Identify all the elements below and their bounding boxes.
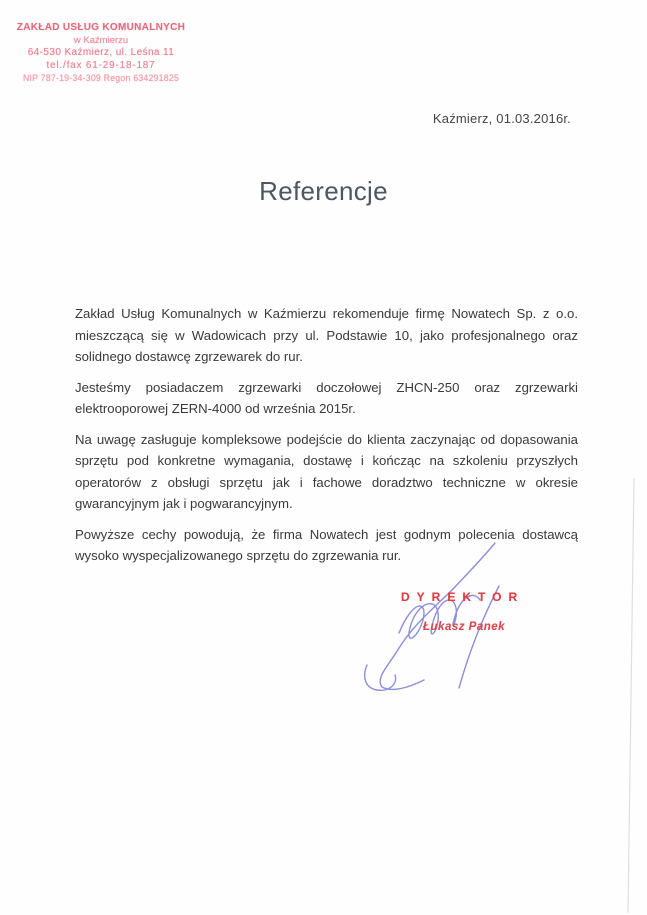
body-paragraph-1: Zakład Usług Komunalnych w Kaźmierzu rekomenduje firmę Nowatech Sp. z o.o. mieszczącą się w Wadowicach przy ul. Podstawie 10, jako profesjonalnego oraz solidnego dostawcę zgrzewarek do rur. (75, 306, 578, 364)
stamp-line-address: 64-530 Kaźmierz, ul. Leśna 11 (27, 47, 175, 58)
body-paragraph-4: Powyższe cechy powodują, że firma Nowatech jest godnym polecenia dostawcą wysoko wyspecjalizowanego sprzętu do zgrzewania rur. (75, 526, 578, 563)
stamp-line-phone: tel./fax 61-29-18-187 (46, 59, 156, 71)
stamp-line-nip-regon: NIP 787-19-34-309 Regon 634291825 (22, 73, 180, 83)
director-title-stamp: DYREKTOR (401, 590, 525, 604)
body-paragraph-3: Na uwagę zasługuje kompleksowe podejście do klienta zaczynając od dopasowania sprzętu pod konkretne wymagania, dostawę i kończąc na szkoleniu przyszłych operatorów z obsługi sprzętu jak i fachowe doradztwo techniczne w okresie gwarancyjnym jak i pogwarancyjnym. (75, 431, 578, 511)
body-paragraph-2: Jesteśmy posiadaczem zgrzewarki doczołowej ZHCN-250 oraz zgrzewarki elektrooporowej ZERN-4000 od września 2015r. (75, 379, 578, 416)
letter-body (75, 303, 578, 576)
stamp-line-city: w Kaźmierzu (73, 34, 129, 46)
stamp-line-company: ZAKŁAD USŁUG KOMUNALNYCH (16, 22, 186, 33)
director-name-stamp: Łukasz Panek (423, 621, 506, 633)
company-stamp (10, 22, 192, 85)
letter-title: Referencje (259, 176, 388, 206)
letter-date: Kaźmierz, 01.03.2016r. (432, 111, 571, 126)
